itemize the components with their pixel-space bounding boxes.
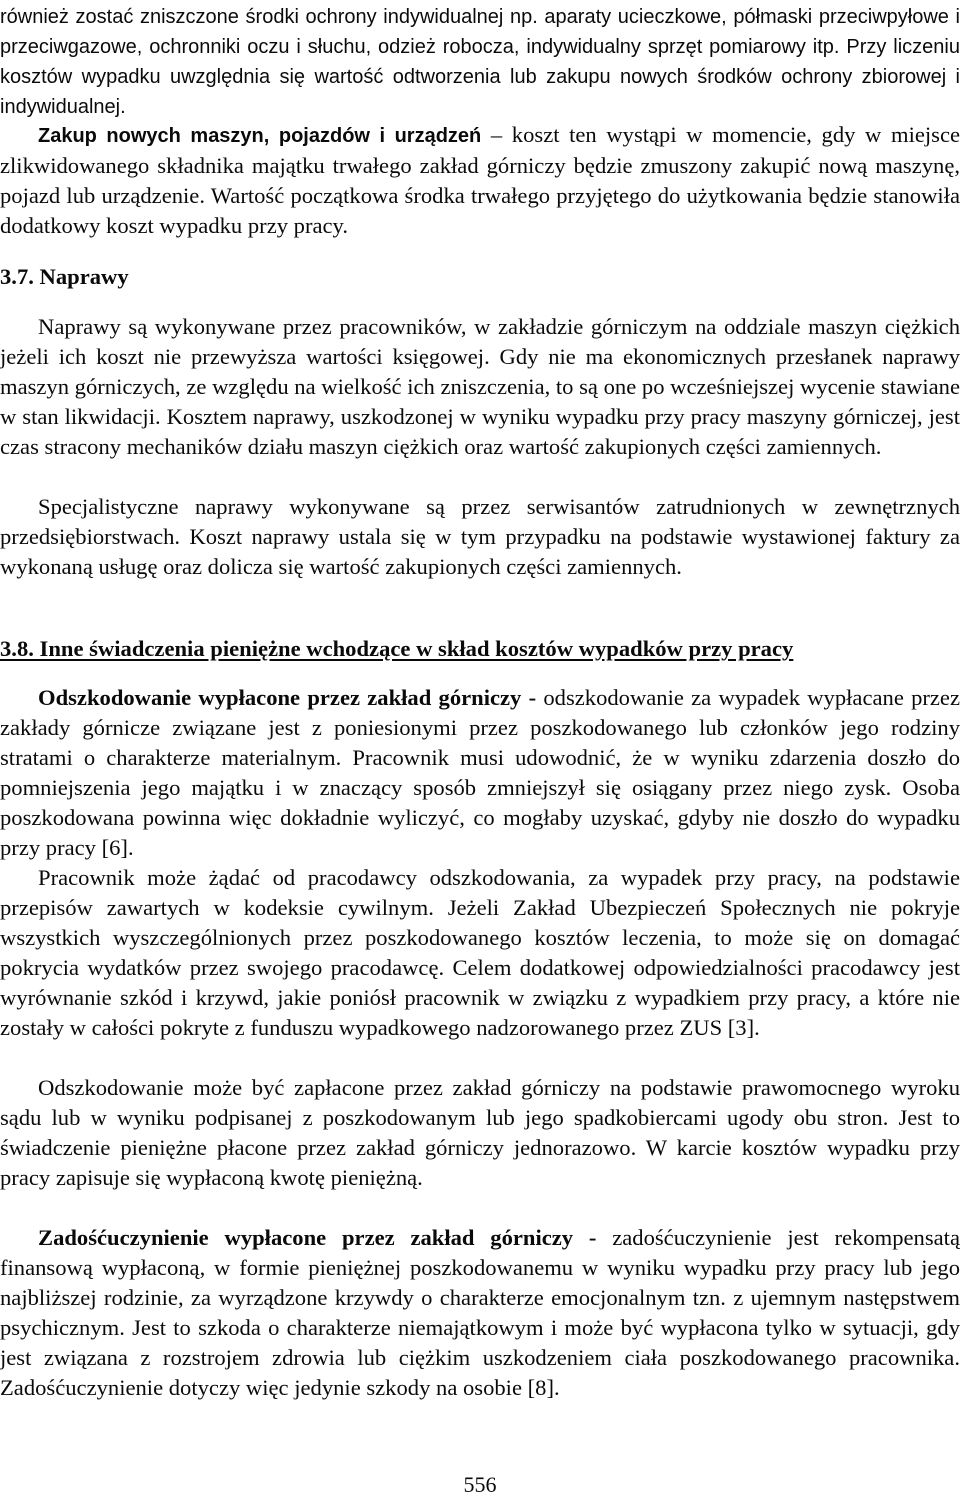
paragraph-text: Naprawy są wykonywane przez pracowników, w zakładzie górniczym na oddziale maszyn ciężkich jeżeli ich koszt nie przewyższa wartości księgowej. Gdy nie ma ekonomicznych przesłanek naprawy maszyn górniczych, ze względu na wielkość ich zniszczenia, to są one po wcześniejszej wycenie stawiane w stan likwidacji. Kosztem naprawy, uszkodzonej w wyniku wypadku przy pracy maszyny górniczej, jest czas stracony mechaników działu maszyn ciężkich oraz wartość zakupionych części zamiennych. bbox=[0, 314, 960, 459]
paragraph-compensation-3 bbox=[0, 1073, 960, 1193]
paragraph-repairs-2 bbox=[0, 492, 960, 582]
paragraph-redress bbox=[0, 1223, 960, 1403]
paragraph-text: zadośćuczynienie jest rekompensatą finansową wypłaconą, w formie pieniężnej poszkodowanemu w wyniku wypadku przy pracy lub jego najbliższej rodzinie, za wyrządzone krzywdy o charakterze emocjonalnym tzn. z ujemnym następstwem psychicznym. Jest to szkoda o charakterze niemajątkowym i może być wypłacona tylko w sytuacji, gdy jest związana z rozstrojem zdrowia lub ciężkim uszkodzeniem ciała poszkodowanego pracownika. Zadośćuczynienie dotyczy więc jedynie szkody na osobie [8]. bbox=[0, 1225, 960, 1400]
page-number: 556 bbox=[463, 1472, 497, 1497]
section-heading-3-8: 3.8. Inne świadczenia pieniężne wchodzące w skład kosztów wypadków przy pracy bbox=[0, 636, 794, 661]
paragraph-new-machines bbox=[0, 120, 960, 241]
paragraph-text: również zostać zniszczone środki ochrony indywidualnej np. aparaty ucieczkowe, półmaski przeciwpyłowe i przeciwgazowe, ochronniki oczu i słuchu, odzież robocza, indywidualny sprzęt pomiarowy itp. Przy liczeniu kosztów wypadku uwzględnia się wartość odtworzenia lub zakupu nowych środków ochrony zbiorowej i indywidualnej. bbox=[0, 6, 960, 118]
term-redress: Zadośćuczynienie wypłacone przez zakład górniczy - bbox=[38, 1225, 597, 1250]
term-new-machines: Zakup nowych maszyn, pojazdów i urządzeń bbox=[38, 125, 482, 147]
paragraph-protective-equipment bbox=[0, 2, 960, 122]
paragraph-text: – koszt ten wystąpi w momencie, gdy w miejsce zlikwidowanego składnika majątku trwałego zakład górniczy będzie zmuszony zakupić nową maszynę, pojazd lub urządzenie. Wartość początkowa środka trwałego przyjętego do użytkowania będzie stanowiła dodatkowy koszt wypadku przy pracy. bbox=[0, 122, 960, 238]
paragraph-text: Specjalistyczne naprawy wykonywane są przez serwisantów zatrudnionych w zewnętrznych przedsiębiorstwach. Koszt naprawy ustala się w tym przypadku na podstawie wystawionej faktury za wykonaną usługę oraz dolicza się wartość zakupionych części zamiennych. bbox=[0, 494, 960, 579]
paragraph-compensation-2 bbox=[0, 863, 960, 1043]
paragraph-text: Odszkodowanie może być zapłacone przez zakład górniczy na podstawie prawomocnego wyroku sądu lub w wyniku podpisanej z poszkodowanym lub jego spadkobiercami ugody obu stron. Jest to świadczenie pieniężne płacone przez zakład górniczy jednorazowo. W karcie kosztów wypadku przy pracy zapisuje się wypłaconą kwotę pieniężną. bbox=[0, 1075, 960, 1190]
section-heading-3-7: 3.7. Naprawy bbox=[0, 264, 129, 289]
paragraph-text: odszkodowanie za wypadek wypłacane przez zakłady górnicze związane jest z poniesionymi przez poszkodowanego lub członków jego rodziny stratami o charakterze materialnym. Pracownik musi udowodnić, że w wyniku zdarzenia doszło do pomniejszenia jego majątku i w znaczący sposób zmniejszył się osiągany przez niego zysk. Osoba poszkodowana powinna więc dokładnie wyliczyć, co mogłaby uzyskać, gdyby nie doszło do wypadku przy pracy [6]. bbox=[0, 685, 960, 860]
paragraph-compensation-1 bbox=[0, 683, 960, 863]
paragraph-text: Pracownik może żądać od pracodawcy odszkodowania, za wypadek przy pracy, na podstawie przepisów zawartych w kodeksie cywilnym. Jeżeli Zakład Ubezpieczeń Społecznych nie pokryje wszystkich wyszczególnionych przez poszkodowanego kosztów leczenia, to może się on domagać pokrycia wydatków przez swojego pracodawcę. Celem dodatkowej odpowiedzialności pracodawcy jest wyrównanie szkód i krzywd, jakie poniósł pracownik w związku z wypadkiem przy pracy, a które nie zostały w całości pokryte z funduszu wypadkowego nadzorowanego przez ZUS [3]. bbox=[0, 865, 960, 1040]
paragraph-repairs-1 bbox=[0, 312, 960, 462]
term-compensation: Odszkodowanie wypłacone przez zakład górniczy - bbox=[38, 685, 537, 710]
